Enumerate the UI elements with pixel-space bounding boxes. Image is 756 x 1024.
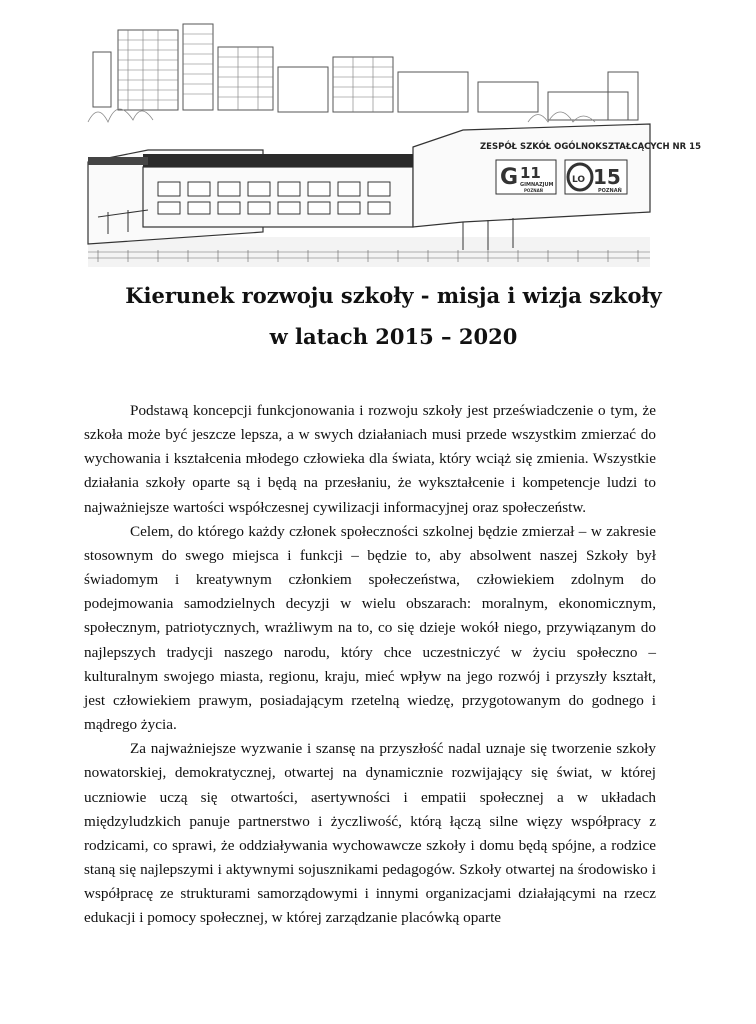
document-body <box>84 399 656 930</box>
paragraph-1: Podstawą koncepcji funkcjonowania i rozwoju szkoły jest przeświadczenie o tym, że szkoła może być jeszcze lepsza, a w swych działaniach musi przede wszystkim zmierzać do wychowania i kształcenia młodego człowieka dla świata, który wciąż się zmienia. Wszystkie działania szkoły oparte są i będą na przesłaniu, że wykształcenie i kompetencje ludzi to najważniejsze wartości współczesnej cywilizacji informacyjnej oraz społeczeństw. <box>84 402 656 516</box>
svg-text:G: G <box>500 165 519 190</box>
gimnazjum-11-logo <box>496 160 556 194</box>
svg-text:15: 15 <box>593 165 621 189</box>
building-illustration <box>88 12 701 267</box>
document-title-line-2: w latach 2015 – 2020 <box>269 324 518 349</box>
school-building-sketch <box>88 12 701 267</box>
building-sign: ZESPÓŁ SZKÓŁ OGÓLNOKSZTAŁCĄCYCH NR 15 <box>480 142 701 152</box>
svg-text:POZNAŃ: POZNAŃ <box>598 188 622 194</box>
svg-text:11: 11 <box>520 164 541 182</box>
paragraph-3: Za najważniejsze wyzwanie i szansę na przyszłość nadal uznaje się tworzenie szkoły nowatorskiej, demokratycznej, otwartej na dynamicznie rozwijający się świat, w której uczniowie uczą się otwartości, asertywności i empatii społecznej a w układach międzyludzkich panuje partnerstwo i życzliwość, którą łączą silne więzy współpracy z rodzicami, co sprawi, że oddziaływania wychowawcze szkoły i domu będą spójne, a rodzice staną się najlepszymi i aktywnymi sojusznikami pedagogów. Szkoły otwartej na środowisko i współpracę ze strukturami samorządowymi i innymi organizacjami działającymi na rzecz edukacji i pomocy społecznej, w której zarządzanie placówką oparte <box>84 740 656 927</box>
paragraph-2: Celem, do którego każdy członek społeczności szkolnej będzie zmierzał – w zakresie stosownym do swego miejsca i funkcji – będzie to, aby absolwent naszej Szkoły był świadomym i kreatywnym członkiem społeczeństwa, człowiekiem zdolnym do podejmowania samodzielnych decyzji w wielu obszarach: moralnym, ekonomicznym, społecznym, patriotycznych, wrażliwym na to, co się dzieje wokół niego, przywiązanym do najlepszych tradycji naszego narodu, który chce uczestniczyć w życiu społeczno – kulturalnym swojego miasta, regionu, kraju, mieć wpływ na jego rozwój i przyszły kształt, jest człowiekiem prawym, posiadającym rzetelną wiedzę, przygotowanym do godnego i mądrego życia. <box>84 522 656 734</box>
document-title-line-1: Kierunek rozwoju szkoły - misja i wizja szkoły <box>125 283 662 308</box>
svg-text:GIMNAZJUM: GIMNAZJUM <box>520 182 554 188</box>
lo-15-logo <box>565 160 627 194</box>
svg-text:LO: LO <box>572 175 586 185</box>
svg-text:POZNAŃ: POZNAŃ <box>524 188 544 193</box>
